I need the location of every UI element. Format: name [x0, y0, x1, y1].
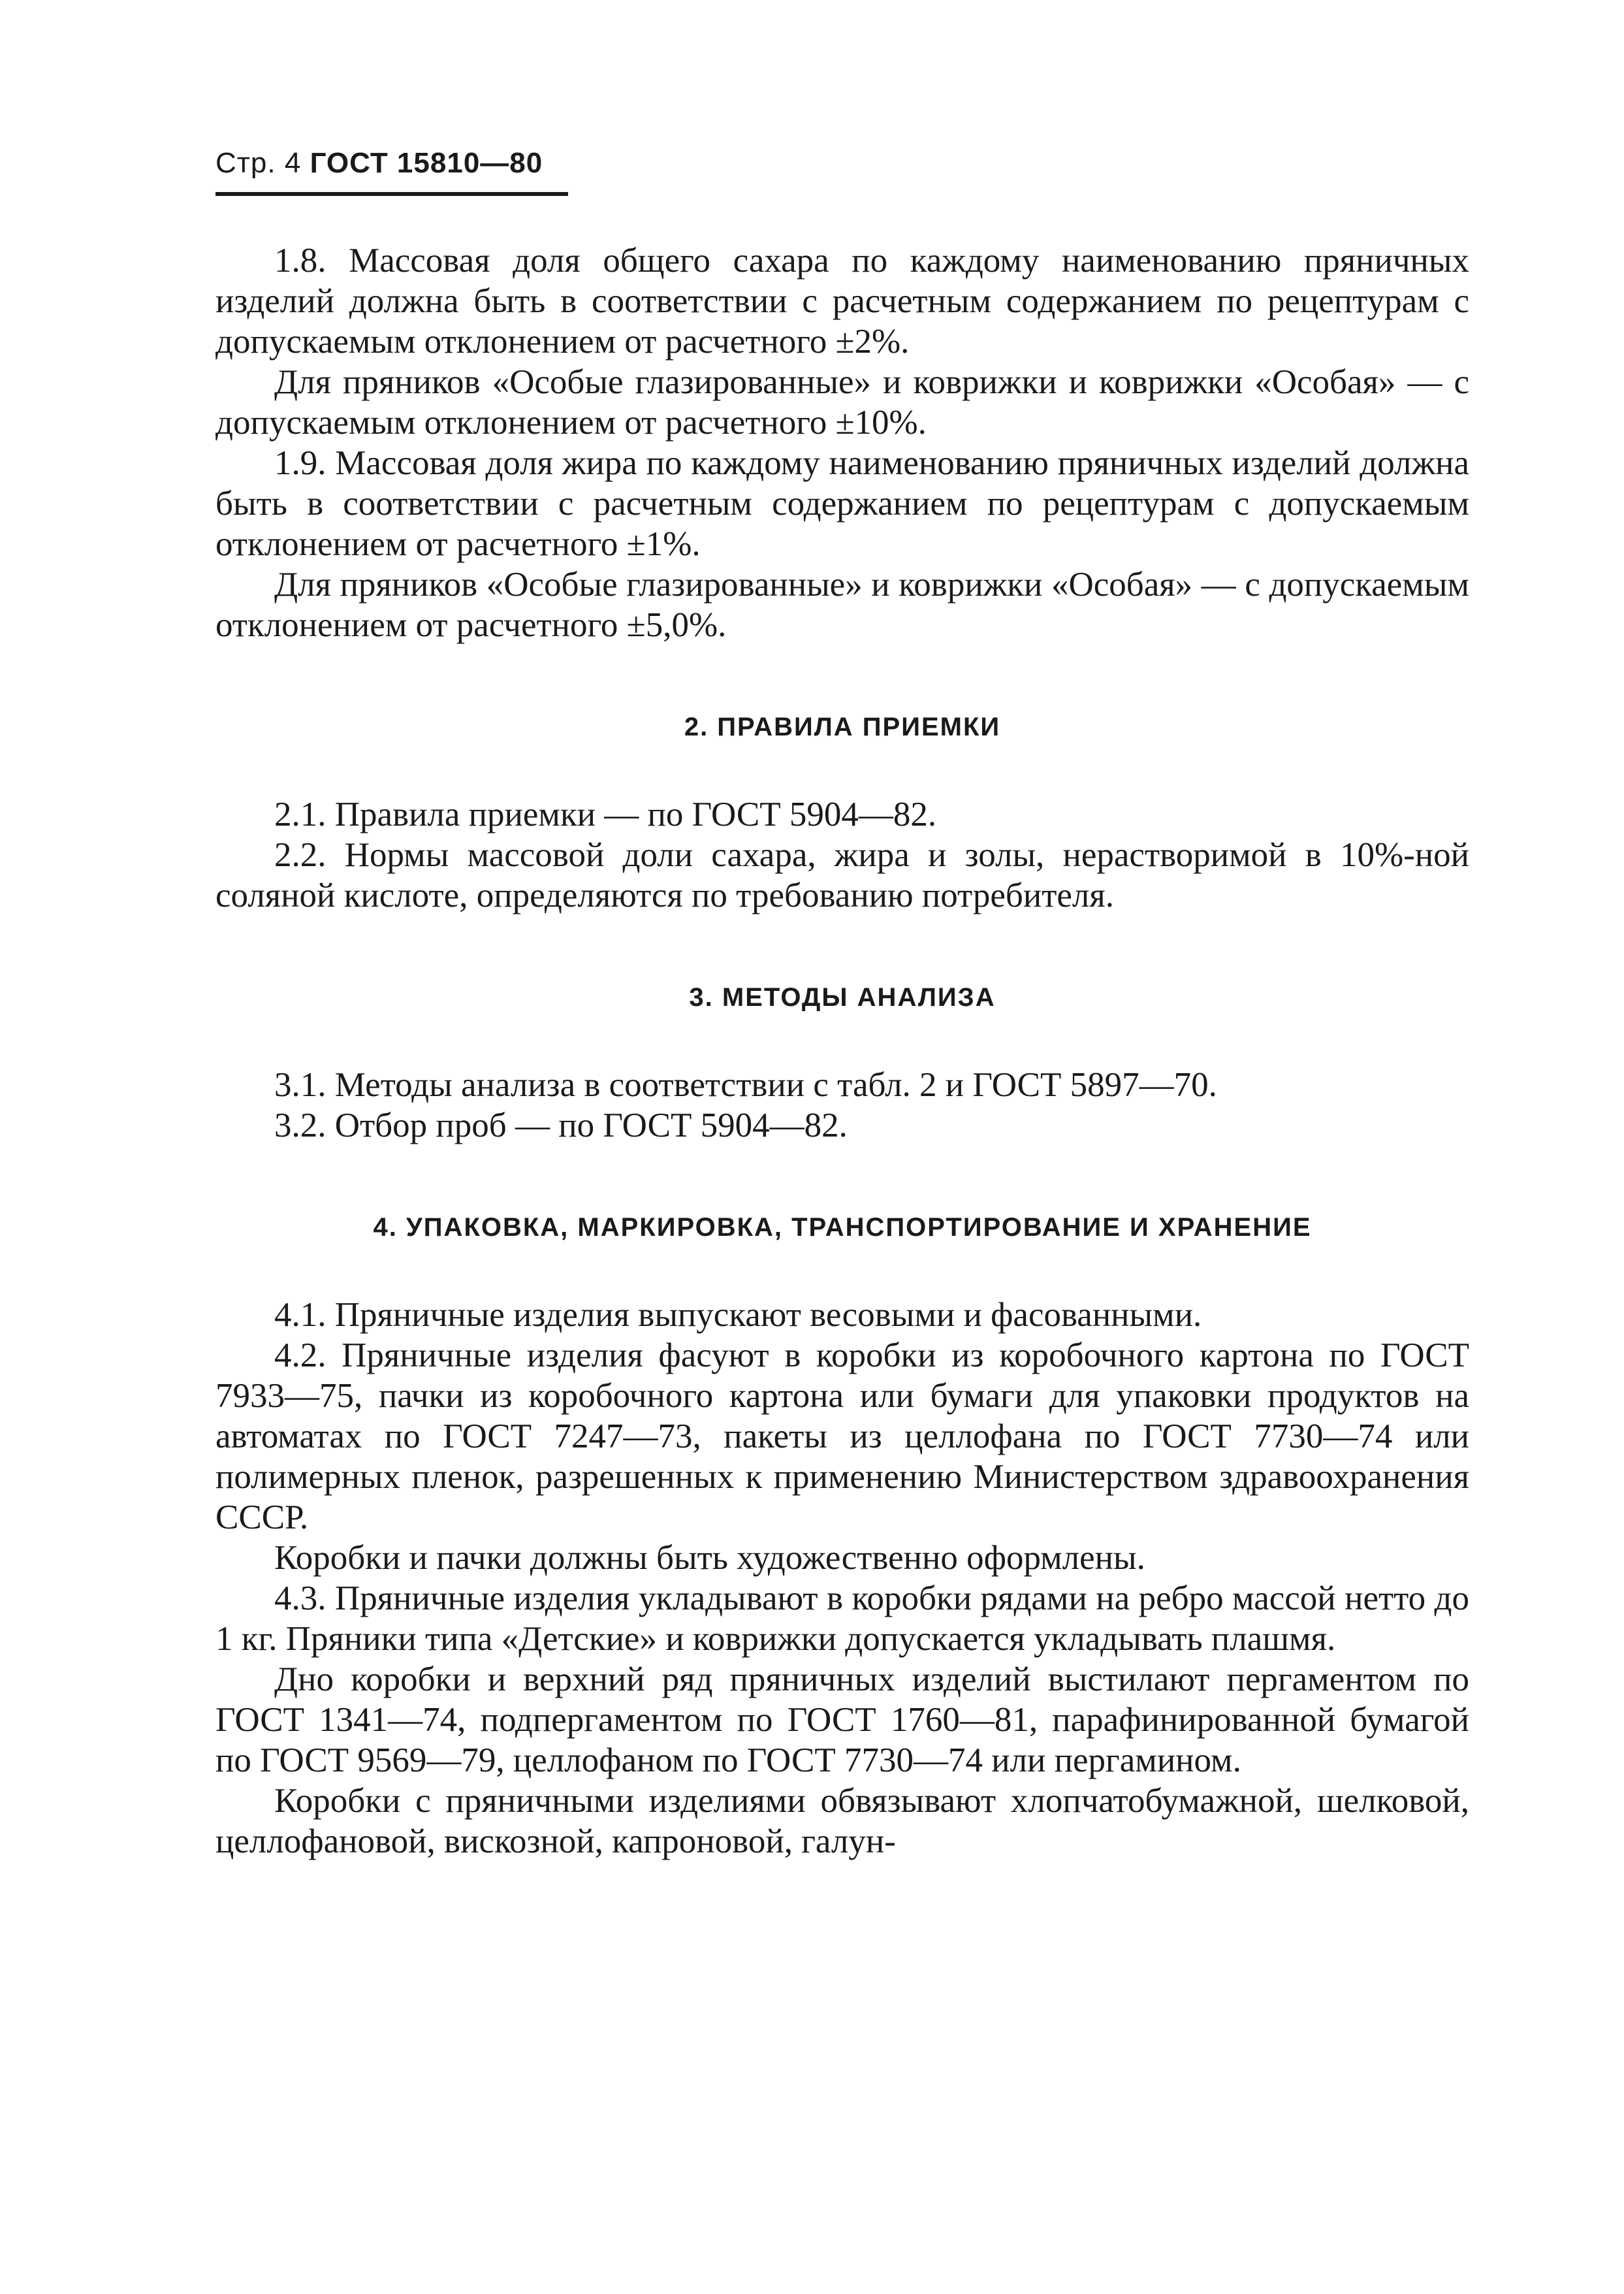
- paragraph-1-9: 1.9. Массовая доля жира по каждому наименованию пряничных изделий должна быть в соответствии с расчетным содержанием по рецептурам с допускаемым отклонением от расчетного ±1%.: [215, 444, 1469, 563]
- paragraph-4-3-tying: Коробки с пряничными изделиями обвязывают хлопчатобумажной, шелковой, целлофановой, вискозной, капроновой, галун-: [215, 1782, 1469, 1860]
- standard-number: ГОСТ 15810—80: [310, 147, 543, 179]
- paragraph-4-2: 4.2. Пряничные изделия фасуют в коробки из коробочного картона по ГОСТ 7933—75, пачки из коробочного картона или бумаги для упаковки продуктов на автоматах по ГОСТ 7247—73, пакеты из целлофана по ГОСТ 7730—74 или полимерных пленок, разрешенных к применению Министерством здравоохранения СССР.: [215, 1336, 1469, 1536]
- page-header: [215, 144, 1469, 183]
- paragraph-4-3: 4.3. Пряничные изделия укладывают в коробки рядами на ребро массой нетто до 1 кг. Пряники типа «Детские» и коврижки допускается укладывать плашмя.: [215, 1579, 1469, 1658]
- document-body: [215, 240, 1469, 1862]
- paragraph-3-1: 3.1. Методы анализа в соответствии с табл. 2 и ГОСТ 5897—70.: [274, 1066, 1217, 1104]
- page-label: Стр. 4: [215, 147, 302, 179]
- section-title-acceptance-rules: 2. ПРАВИЛА ПРИЕМКИ: [684, 713, 1001, 741]
- paragraph-2-1: 2.1. Правила приемки — по ГОСТ 5904—82.: [274, 796, 937, 833]
- paragraph-1-8-note: Для пряников «Особые глазированные» и коврижки и коврижки «Особая» — с допускаемым отклонением от расчетного ±10%.: [215, 363, 1469, 442]
- header-rule: [215, 192, 568, 196]
- paragraph-2-2: 2.2. Нормы массовой доли сахара, жира и золы, нерастворимой в 10%-ной соляной кислоте, определяются по требованию потребителя.: [215, 836, 1469, 914]
- section-title-analysis-methods: 3. МЕТОДЫ АНАЛИЗА: [689, 983, 996, 1012]
- paragraph-3-2: 3.2. Отбор проб — по ГОСТ 5904—82.: [274, 1107, 848, 1144]
- paragraph-4-1: 4.1. Пряничные изделия выпускают весовыми и фасованными.: [274, 1296, 1202, 1334]
- paragraph-1-8: 1.8. Массовая доля общего сахара по каждому наименованию пряничных изделий должна быть в соответствии с расчетным содержанием по рецептурам с допускаемым отклонением от расчетного ±2%.: [215, 242, 1469, 361]
- paragraph-4-2-note: Коробки и пачки должны быть художественно оформлены.: [274, 1539, 1145, 1577]
- paragraph-1-9-note: Для пряников «Особые глазированные» и коврижки «Особая» — с допускаемым отклонением от расчетного ±5,0%.: [215, 566, 1469, 644]
- paragraph-4-3-lining: Дно коробки и верхний ряд пряничных изделий выстилают пергаментом по ГОСТ 1341—74, подпергаментом по ГОСТ 1760—81, парафинированной бумагой по ГОСТ 9569—79, целлофаном по ГОСТ 7730—74 или пергамином.: [215, 1660, 1469, 1779]
- section-title-packaging-storage: 4. УПАКОВКА, МАРКИРОВКА, ТРАНСПОРТИРОВАНИЕ И ХРАНЕНИЕ: [373, 1213, 1312, 1242]
- document-page: [215, 144, 1469, 1862]
